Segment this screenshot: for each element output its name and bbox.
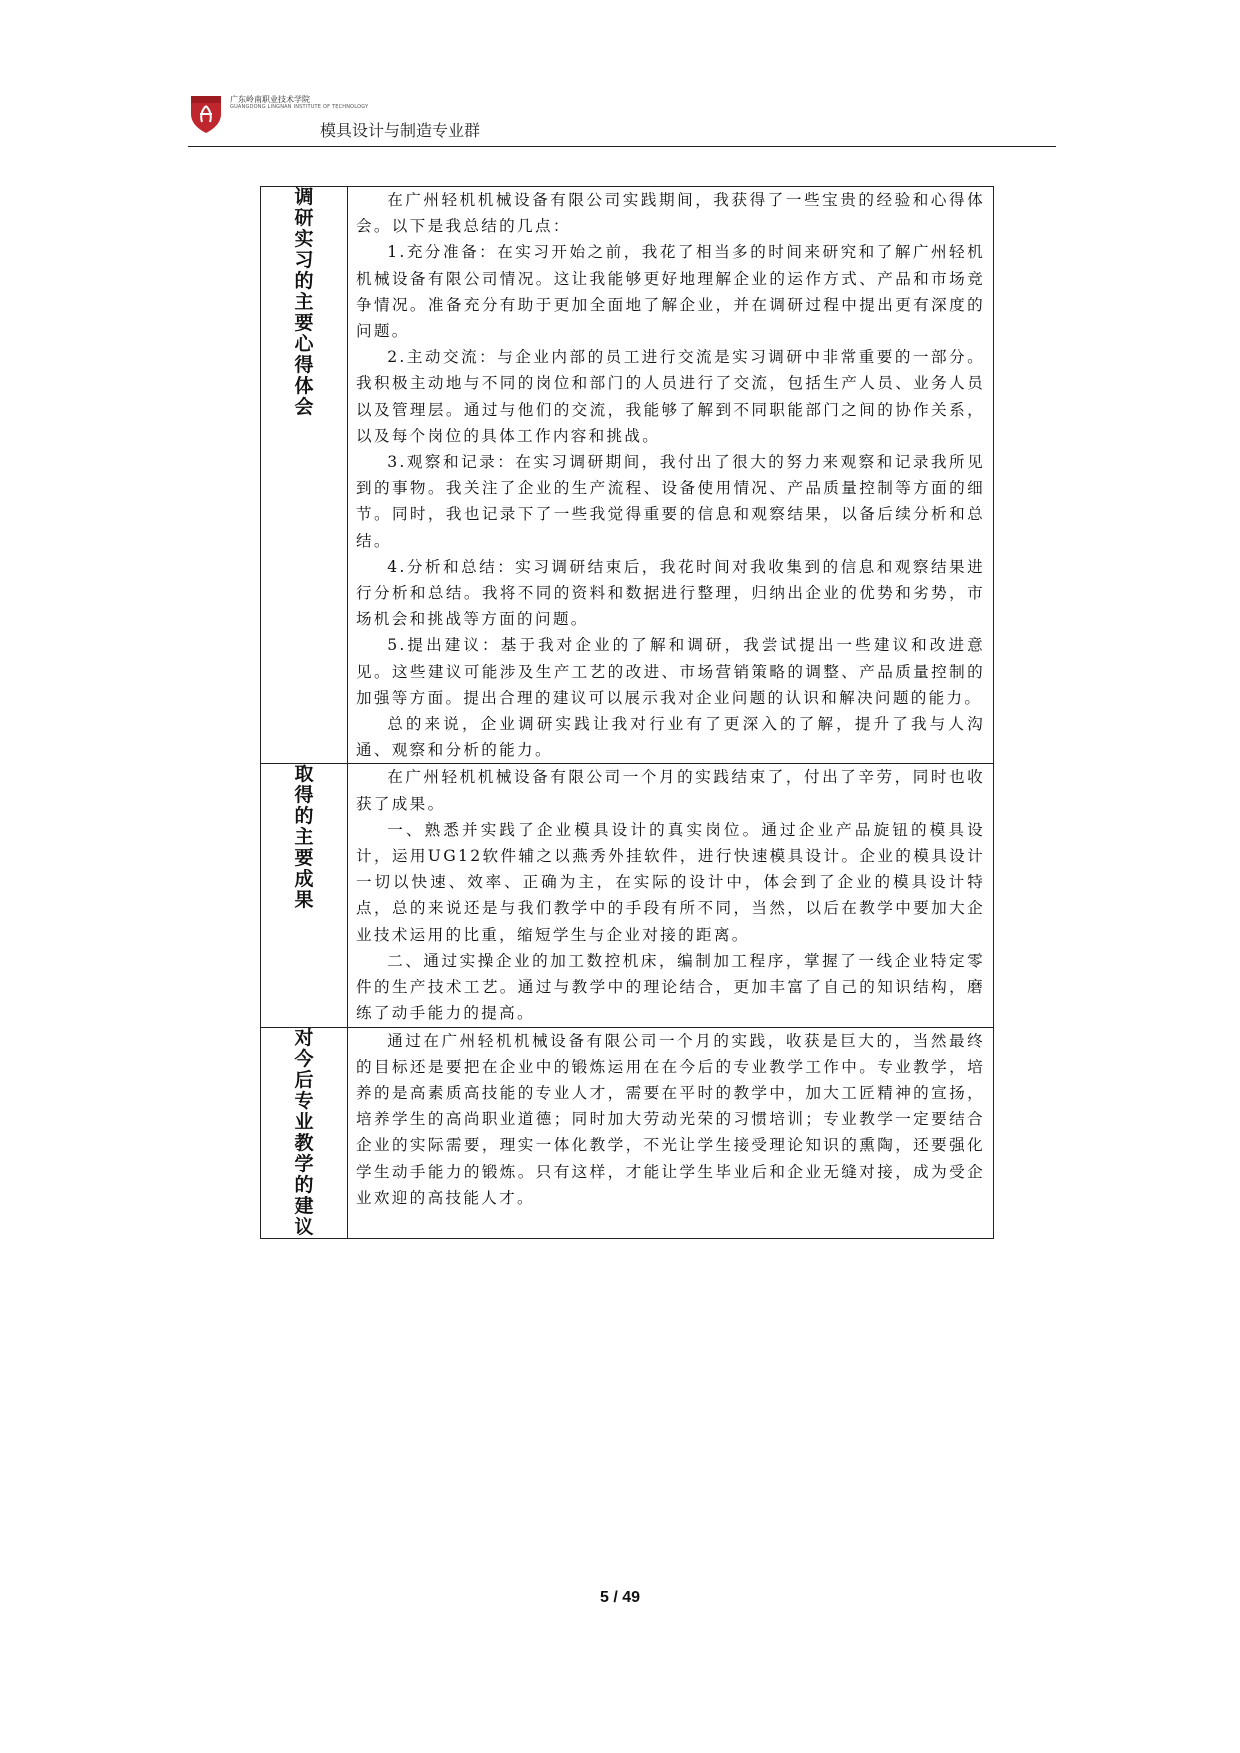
school-name-cn: 广东岭南职业技术学院	[230, 95, 310, 104]
section-label: 调研实习的主要心得体会	[294, 186, 314, 418]
paragraph: 3.观察和记录：在实习调研期间，我付出了很大的努力来观察和记录我所见到的事物。我关注了企业的生产流程、设备使用情况、产品质量控制等方面的细节。同时，我也记录下了一些我觉得重要的信息和观察结果，以备后续分析和总结。	[356, 453, 985, 550]
paragraph: 1.充分准备：在实习开始之前，我花了相当多的时间来研究和了解广州轻机机械设备有限公司情况。这让我能够更好地理解企业的运作方式、产品和市场竞争情况。准备充分有助于更加全面地了解企业，并在调研过程中提出更有深度的问题。	[356, 243, 985, 341]
table-row	[261, 764, 994, 1027]
row-content-cell	[348, 764, 994, 1027]
report-table	[260, 186, 994, 1239]
paragraph: 二、通过实操企业的加工数控机床，编制加工程序，掌握了一线企业特定零件的生产技术工艺。通过与教学中的理论结合，更加丰富了自己的知识结构，磨练了动手能力的提高。	[356, 951, 985, 1023]
paragraph: 2.主动交流：与企业内部的员工进行交流是实习调研中非常重要的一部分。我积极主动地与不同的岗位和部门的人员进行了交流，包括生产人员、业务人员以及管理层。通过与他们的交流，我能够了解到不同职能部门之间的协作关系，以及每个岗位的具体工作内容和挑战。	[356, 348, 985, 445]
school-name-en: GUANGDONG LINGNAN INSTITUTE OF TECHNOLOGY	[230, 103, 369, 110]
row-label-cell	[261, 764, 348, 1027]
page-header	[188, 86, 1056, 147]
row-content-cell	[348, 1027, 994, 1238]
table-row	[261, 1027, 994, 1238]
paragraph: 4.分析和总结：实习调研结束后，我花时间对我收集到的信息和观察结果进行分析和总结。我将不同的资料和数据进行整理，归纳出企业的优势和劣势，市场机会和挑战等方面的问题。	[356, 557, 985, 629]
school-name	[230, 96, 368, 110]
paragraph: 总的来说，企业调研实践让我对行业有了更深入的了解，提升了我与人沟通、观察和分析的能力。	[356, 715, 985, 760]
department-title: 模具设计与制造专业群	[320, 121, 481, 140]
school-emblem-icon	[188, 92, 224, 134]
table-row	[261, 187, 994, 764]
section-label: 对今后专业教学的建议	[294, 1026, 314, 1238]
page-number: 5 / 49	[599, 1589, 641, 1606]
row-label-cell	[261, 187, 348, 764]
paragraph: 通过在广州轻机机械设备有限公司一个月的实践，收获是巨大的，当然最终的目标还是要把在企业中的锻炼运用在在今后的专业教学工作中。专业教学，培养的是高素质高技能的专业人才，需要在平时的教学中，加大工匠精神的宣扬，培养学生的高尚职业道德；同时加大劳动光荣的习惯培训；专业教学一定要结合企业的实际需要，理实一体化教学，不光让学生接受理论知识的熏陶，还要强化学生动手能力的锻炼。只有这样，才能让学生毕业后和企业无缝对接，成为受企业欢迎的高技能人才。	[356, 1031, 985, 1207]
row-content-cell	[348, 187, 994, 764]
paragraph: 一、熟悉并实践了企业模具设计的真实岗位。通过企业产品旋钮的模具设计，运用UG12软件辅之以燕秀外挂软件，进行快速模具设计。企业的模具设计一切以快速、效率、正确为主，在实际的设计中，体会到了企业的模具设计特点，总的来说还是与我们教学中的手段有所不同，当然，以后在教学中要加大企业技术运用的比重，缩短学生与企业对接的距离。	[356, 820, 985, 944]
section-label: 取得的主要成果	[294, 763, 314, 912]
paragraph: 5.提出建议：基于我对企业的了解和调研，我尝试提出一些建议和改进意见。这些建议可能涉及生产工艺的改进、市场营销策略的调整、产品质量控制的加强等方面。提出合理的建议可以展示我对企业问题的认识和解决问题的能力。	[356, 636, 985, 707]
row-label-cell	[261, 1027, 348, 1238]
paragraph: 在广州轻机机械设备有限公司一个月的实践结束了，付出了辛劳，同时也收获了成果。	[356, 768, 985, 813]
paragraph: 在广州轻机机械设备有限公司实践期间，我获得了一些宝贵的经验和心得体会。以下是我总结的几点：	[356, 191, 985, 236]
